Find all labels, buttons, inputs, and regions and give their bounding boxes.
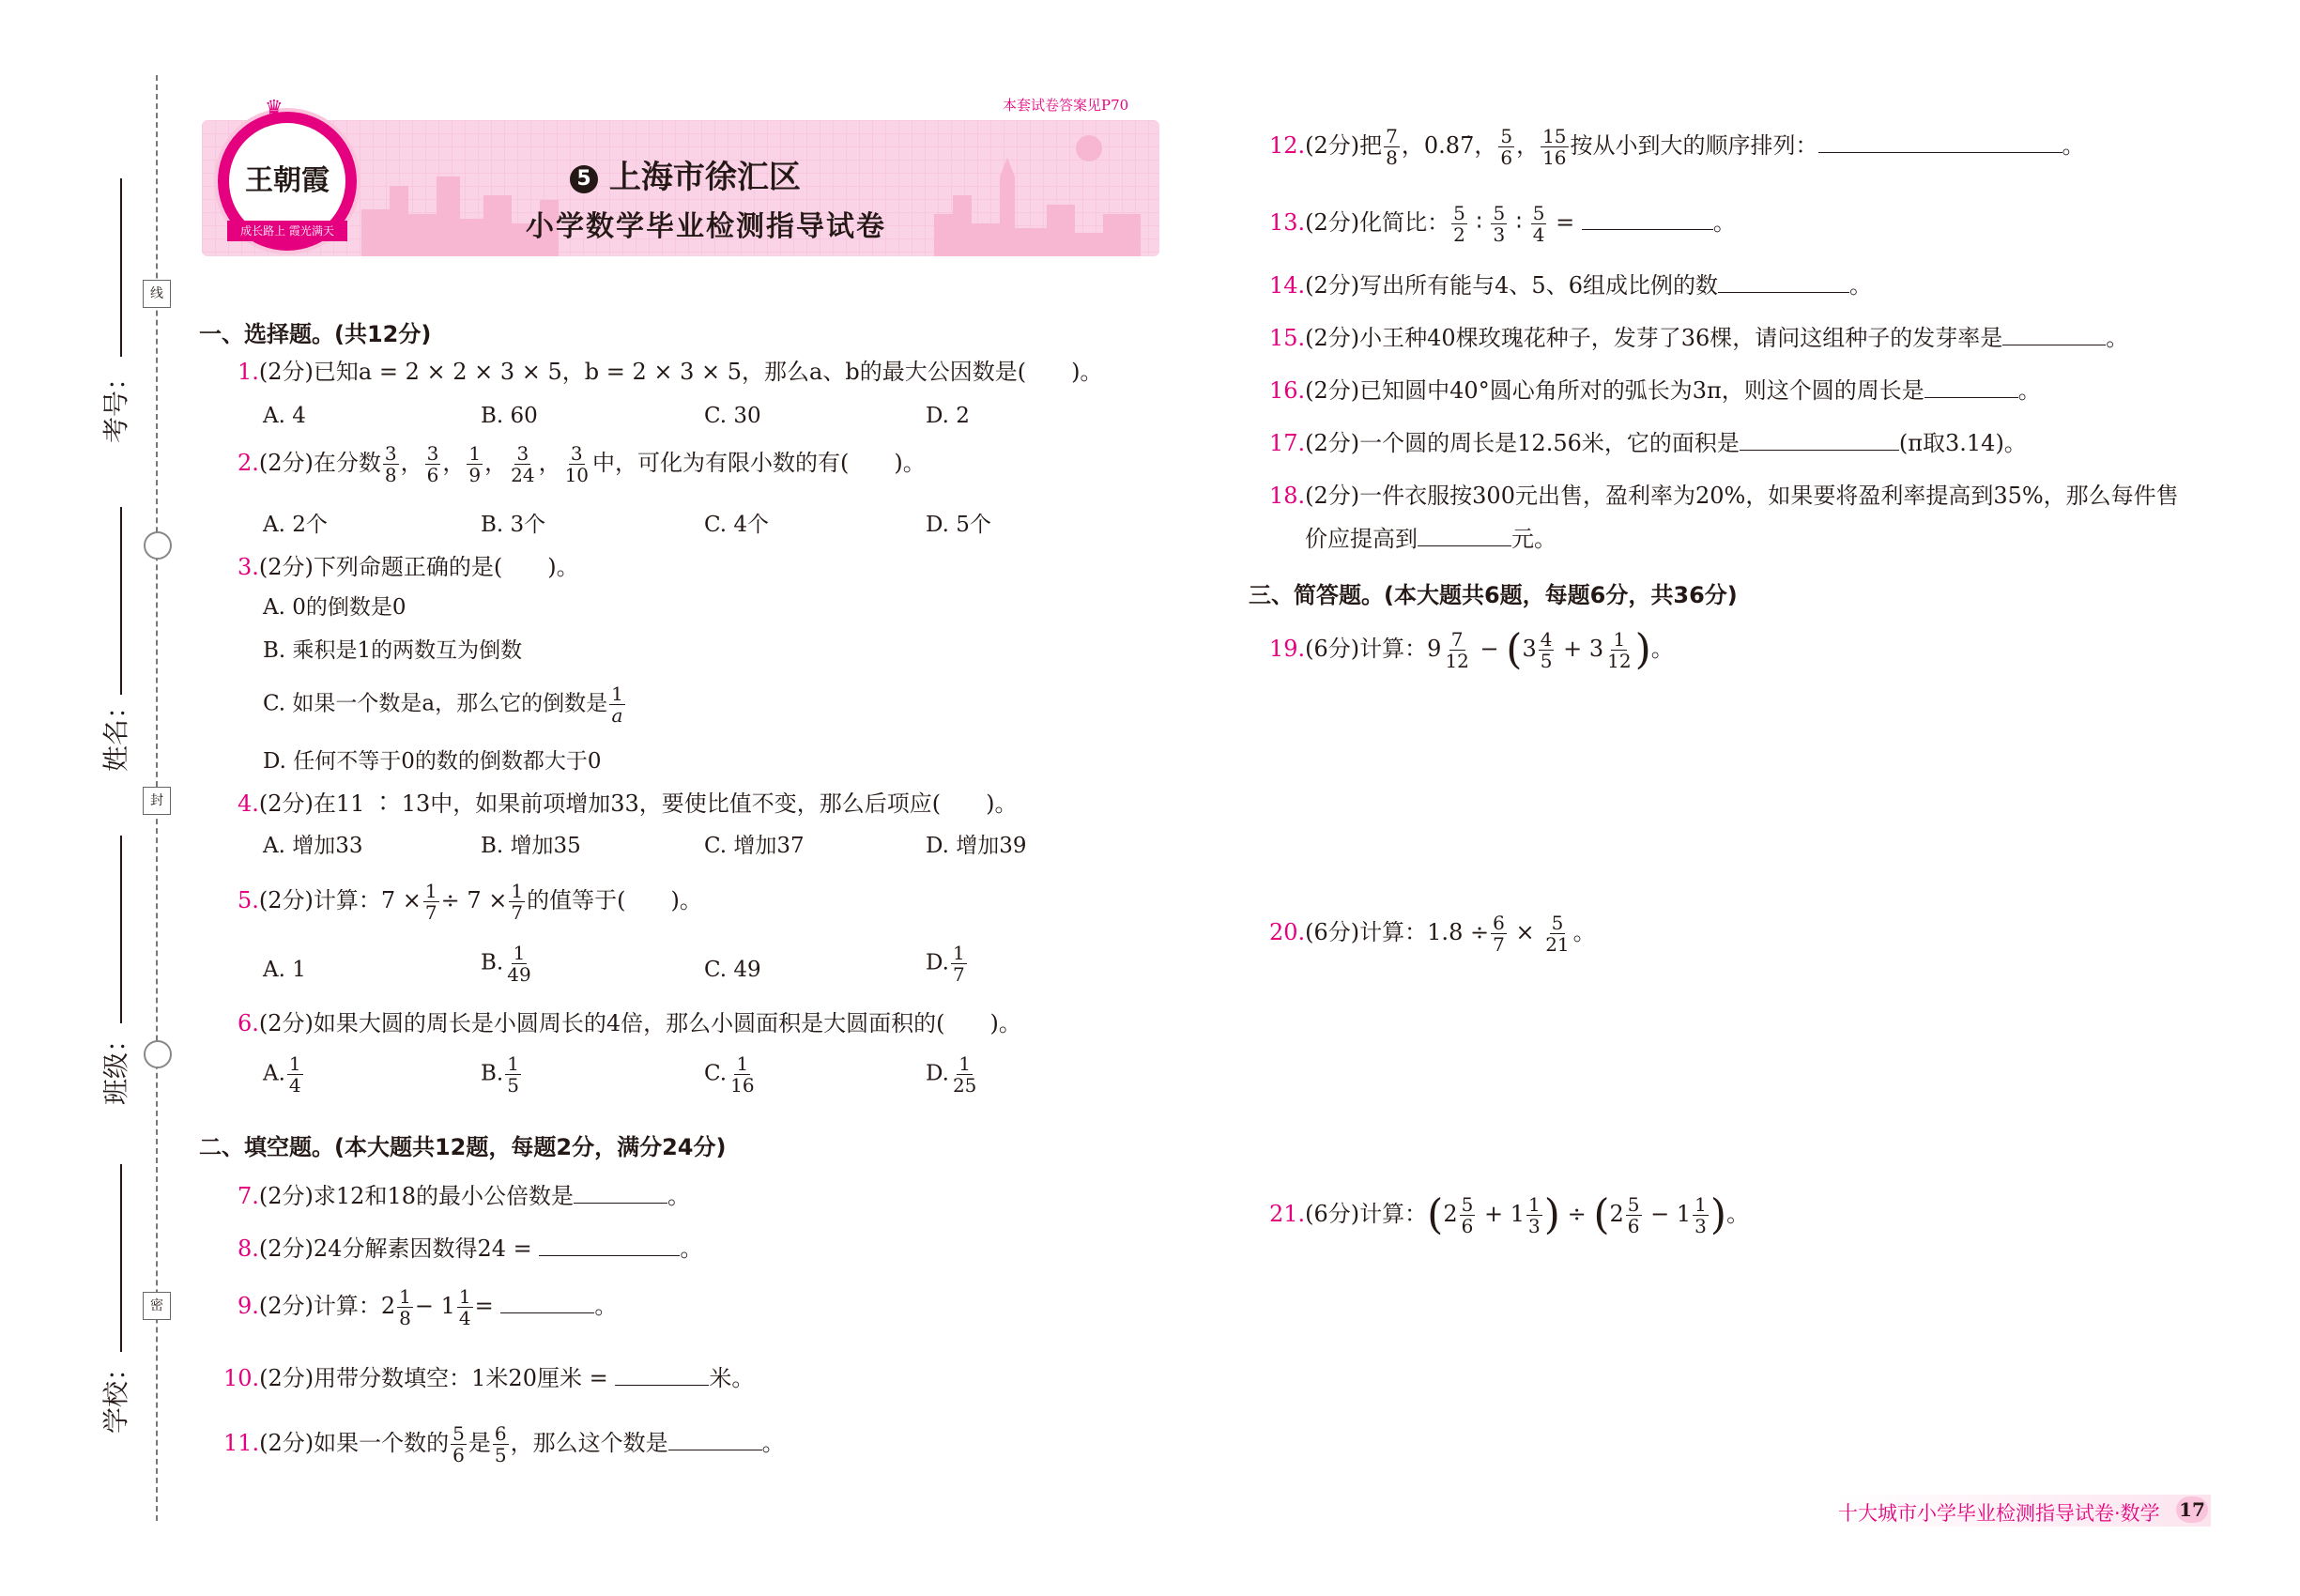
fraction: $\frac{5}{4}$: [1532, 202, 1545, 246]
answer-blank[interactable]: [1740, 429, 1899, 451]
q5-option-a: A. 1: [263, 958, 306, 982]
class-label: 班级：: [100, 1025, 132, 1106]
question-number: 13.: [1269, 209, 1306, 236]
answer-note: 本套试卷答案见P70: [1003, 97, 1129, 114]
question-number: 7.: [238, 1183, 259, 1209]
question-number: 21.: [1269, 1201, 1306, 1227]
page-number: 17: [2176, 1496, 2208, 1523]
fraction: $\frac{5}{6}$: [1500, 125, 1513, 169]
q2-option-b: B. 3个: [481, 513, 546, 537]
q6-option-d: D. $\frac{1}{25}$: [926, 1052, 977, 1097]
school-label: 学校：: [100, 1354, 132, 1435]
fraction: $\frac{1}{5}$: [507, 1052, 519, 1097]
question-3: 3.(2分)下列命题正确的是( )。: [238, 554, 579, 580]
fraction: $\frac{7}{8}$: [1386, 125, 1398, 169]
fraction: $\frac{5}{3}$: [1493, 202, 1506, 246]
question-9: 9.(2分)计算：2 $\frac{1}{8}$ − 1 $\frac{1}{4}$ = 。: [238, 1285, 618, 1329]
q1-option-c: C. 30: [704, 404, 761, 428]
question-number: 15.: [1269, 325, 1306, 351]
q3-option-b: B. 乘积是1的两数互为倒数: [263, 638, 523, 663]
seal-feng: 封: [143, 787, 171, 815]
question-number: 12.: [1269, 132, 1306, 159]
fraction: $\frac{3}{24}$: [511, 442, 535, 486]
question-7: 7.(2分)求12和18的最小公倍数是 。: [238, 1183, 690, 1209]
name-line: [120, 507, 122, 695]
fraction: $\frac{1}{7}$: [511, 880, 524, 924]
q5-option-b: B. $\frac{1}{49}$: [481, 942, 531, 986]
question-21: 21.(6分)计算：(2 $\frac{5}{6}$ + 1 $\frac{1}{3}$ ) ÷ (2 $\frac{5}{6}$ − 1 $\frac{1}{3}$ )。: [1269, 1190, 1750, 1239]
fraction: $\frac{1}{3}$: [1694, 1193, 1707, 1237]
fraction: $\frac{15}{16}$: [1542, 125, 1567, 169]
question-19: 19.(6分)计算：9 $\frac{7}{12}$ − (3 $\frac{4}{5}$ + 3 $\frac{1}{12}$ )。: [1269, 625, 1674, 674]
fraction: $\frac{1}{3}$: [1528, 1193, 1541, 1237]
exam-no-line: [120, 178, 122, 357]
q3-option-a: A. 0的倒数是0: [263, 595, 406, 620]
question-15: 15.(2分)小王种40棵玫瑰花种子，发芽了36棵，请问这组种子的发芽率是 。: [1269, 325, 2129, 351]
q5-option-d: D. $\frac{1}{7}$: [926, 942, 965, 986]
class-line: [120, 836, 122, 1023]
answer-blank[interactable]: [574, 1182, 667, 1204]
question-11: 11.(2分)如果一个数的 $\frac{5}{6}$ 是 $\frac{6}{5}$ ，那么这个数是 。: [223, 1422, 785, 1466]
question-16: 16.(2分)已知圆中40°圆心角所对的弧长为3π，则这个圆的周长是 。: [1269, 377, 2041, 404]
question-number: 11.: [223, 1430, 260, 1456]
question-2: 2.(2分)在分数 $\frac{3}{8}$ ， $\frac{3}{6}$ ， $\frac{1}{9}$ ， $\frac{3}{24}$ ， $\frac{3}{10}$ 中，可化为有限小数的有( )。: [238, 442, 926, 486]
crown-icon: ♛: [265, 97, 284, 120]
logo-text: 王朝霞: [245, 164, 330, 197]
question-number: 6.: [238, 1010, 259, 1036]
question-number: 10.: [223, 1365, 260, 1391]
fraction: $\frac{3}{6}$: [426, 442, 439, 486]
district-title: 上海市徐汇区: [608, 159, 801, 196]
q2-option-c: C. 4个: [704, 513, 770, 537]
question-5: 5.(2分)计算：7 × $\frac{1}{7}$ ÷ 7 × $\frac{1}{7}$ 的值等于( )。: [238, 880, 702, 924]
seal-mi: 密: [143, 1292, 171, 1320]
section-number-badge: 5: [570, 165, 598, 193]
q2-option-d: D. 5个: [926, 513, 991, 537]
q1-option-b: B. 60: [481, 404, 538, 428]
q6-option-b: B. $\frac{1}{5}$: [481, 1052, 519, 1097]
q5-option-c: C. 49: [704, 958, 761, 982]
question-number: 9.: [238, 1293, 259, 1319]
q4-option-d: D. 增加39: [926, 834, 1027, 858]
q6-option-c: C. $\frac{1}{16}$: [704, 1052, 755, 1097]
fraction: $\frac{1}{7}$: [424, 880, 437, 924]
q4-option-c: C. 增加37: [704, 834, 805, 858]
fraction: $\frac{6}{7}$: [1493, 912, 1505, 956]
question-13: 13.(2分)化简比： $\frac{5}{2}$ ∶ $\frac{5}{3}$ ∶ $\frac{5}{4}$ = 。: [1269, 202, 1736, 246]
question-number: 3.: [238, 554, 259, 580]
brand-logo: [214, 97, 360, 254]
school-line: [120, 1164, 122, 1352]
question-number: 17.: [1269, 430, 1306, 456]
q3-option-c: C. 如果一个数是a，那么它的倒数是 $\frac{1}{a}$: [263, 683, 623, 727]
fraction: $\frac{5}{6}$: [1461, 1193, 1474, 1237]
answer-blank[interactable]: [1718, 271, 1849, 293]
binding-hole-icon: [144, 531, 172, 560]
binding-hole-icon: [144, 1040, 172, 1068]
fraction: $\frac{1}{16}$: [730, 1052, 755, 1097]
answer-blank[interactable]: [539, 1235, 680, 1256]
question-number: 14.: [1269, 272, 1306, 299]
exam-no-label: 考号：: [100, 363, 132, 444]
fraction: $\frac{1}{12}$: [1607, 628, 1632, 672]
fraction: $\frac{1}{a}$: [611, 683, 623, 727]
question-18-line2: 价应提高到 元。: [1305, 526, 1556, 552]
answer-blank[interactable]: [1818, 131, 2062, 153]
fraction: $\frac{6}{5}$: [494, 1422, 507, 1466]
answer-blank[interactable]: [1418, 525, 1511, 546]
question-number: 16.: [1269, 377, 1306, 404]
q1-option-d: D. 2: [926, 404, 970, 428]
section-2-heading: 二、填空题。(本大题共12题，每题2分，满分24分): [199, 1134, 727, 1160]
footer-title: 十大城市小学毕业检测指导试卷·数学: [1838, 1502, 2160, 1525]
answer-blank[interactable]: [615, 1364, 709, 1386]
q2-option-a: A. 2个: [263, 513, 328, 537]
question-8: 8.(2分)24分解素因数得24 = 。: [238, 1235, 703, 1262]
question-1: [238, 357, 1102, 387]
section-1-heading: 一、选择题。(共12分): [199, 321, 432, 347]
question-4: 4.(2分)在11 ∶ 13中，如果前项增加33，要使比值不变，那么后项应( )。: [238, 790, 1018, 817]
question-6: 6.(2分)如果大圆的周长是小圆周长的4倍，那么小圆面积是大圆面积的( )。: [238, 1010, 1021, 1036]
fraction: $\frac{7}{12}$: [1445, 628, 1469, 672]
fraction: $\frac{1}{8}$: [399, 1285, 411, 1329]
q4-option-b: B. 增加35: [481, 834, 581, 858]
fraction: $\frac{5}{6}$: [452, 1422, 465, 1466]
answer-blank[interactable]: [668, 1429, 762, 1450]
question-number: 5.: [238, 887, 259, 913]
fraction: $\frac{3}{8}$: [384, 442, 397, 486]
fraction: $\frac{4}{5}$: [1540, 628, 1553, 672]
fraction: $\frac{5}{6}$: [1627, 1193, 1640, 1237]
q4-option-a: A. 增加33: [263, 834, 363, 858]
fraction: $\frac{1}{49}$: [507, 942, 531, 986]
fraction: $\frac{5}{21}$: [1545, 912, 1570, 956]
exam-subtitle: 小学数学毕业检测指导试卷: [526, 210, 886, 243]
fraction: $\frac{1}{9}$: [468, 442, 482, 486]
question-number: 8.: [238, 1235, 259, 1262]
q1-option-a: A. 4: [263, 404, 306, 428]
question-text: (2分)已知a = 2 × 2 × 3 × 5，b = 2 × 3 × 5，那么a、b的最大公因数是( )。: [258, 359, 1103, 385]
answer-blank[interactable]: [500, 1292, 594, 1313]
q6-option-a: A. $\frac{1}{4}$: [263, 1052, 301, 1097]
seal-xian: 线: [143, 280, 171, 308]
answer-blank[interactable]: [1582, 208, 1713, 230]
answer-blank[interactable]: [1924, 376, 2018, 398]
question-number: 2.: [238, 450, 259, 476]
question-number: 19.: [1269, 636, 1306, 662]
question-number: 4.: [238, 790, 259, 817]
fraction: $\frac{5}{2}$: [1453, 202, 1465, 246]
question-number: 20.: [1269, 919, 1306, 945]
question-number: 1.: [238, 359, 259, 385]
fraction: $\frac{1}{7}$: [952, 942, 965, 986]
question-10: 10.(2分)用带分数填空：1米20厘米 = 米。: [223, 1365, 755, 1391]
question-12: 12.(2分)把 $\frac{7}{8}$ ，0.87̇， $\frac{5}{6}$ ， $\frac{15}{16}$ 按从小到大的顺序排列： 。: [1269, 125, 2085, 169]
question-18: 18.(2分)一件衣服按300元出售，盈利率为20%，如果要将盈利率提高到35%，那么每件售: [1269, 483, 2179, 509]
fraction: $\frac{3}{10}$: [564, 442, 590, 486]
section-3-heading: 三、简答题。(本大题共6题，每题6分，共36分): [1249, 582, 1738, 608]
q3-option-d: D. 任何不等于0的数的倒数都大于0: [263, 749, 602, 774]
name-label: 姓名：: [100, 692, 132, 773]
fraction: $\frac{1}{25}$: [952, 1052, 977, 1097]
logo-ribbon-right: 霞光满天: [288, 224, 334, 238]
question-number: 18.: [1269, 483, 1306, 509]
fraction: $\frac{1}{4}$: [288, 1052, 301, 1097]
question-20: 20.(6分)计算：1.8 ÷ $\frac{6}{7}$ × $\frac{5}{21}$ 。: [1269, 912, 1596, 956]
answer-blank[interactable]: [2002, 324, 2106, 345]
fraction: $\frac{1}{4}$: [458, 1285, 471, 1329]
question-14: 14.(2分)写出所有能与4、5、6组成比例的数 。: [1269, 272, 1872, 299]
logo-ribbon-left: 成长路上: [240, 224, 286, 238]
question-17: 17.(2分)一个圆的周长是12.56米，它的面积是 (π取3.14)。: [1269, 430, 2027, 456]
